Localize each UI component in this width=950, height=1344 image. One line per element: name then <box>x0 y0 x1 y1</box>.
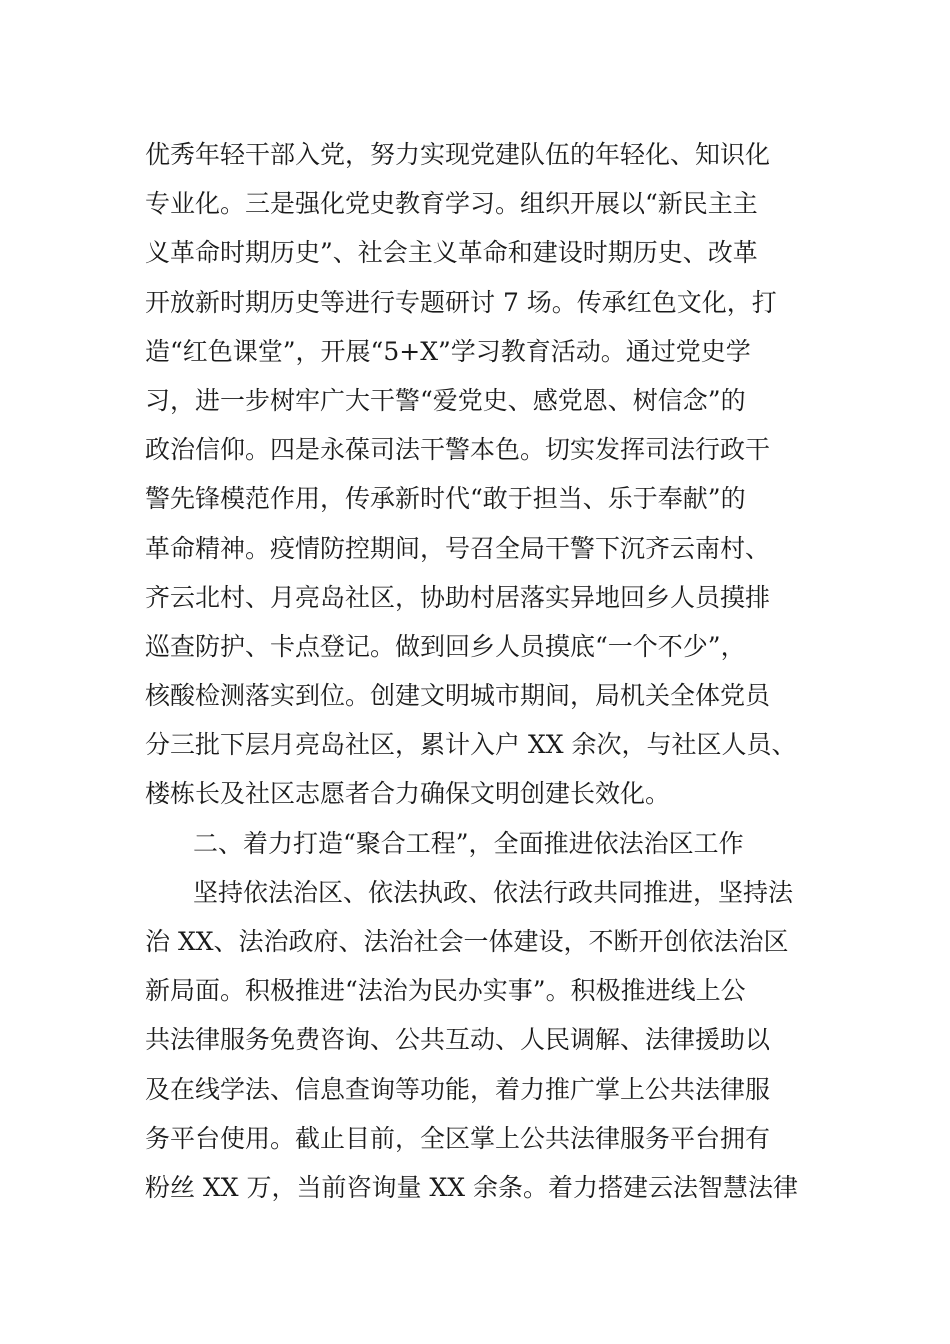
body-line: 革命精神。疫情防控期间，号召全局干警下沉齐云南村、 <box>145 533 771 563</box>
paragraph-line: 新局面。积极推进“法治为民办实事”。积极推进线上公 <box>145 976 746 1006</box>
body-line: 优秀年轻干部入党，努力实现党建队伍的年轻化、知识化 <box>145 140 771 169</box>
paragraph-line: 粉丝 XX 万，当前咨询量 XX 余条。着力搭建云法智慧法律 <box>145 1172 798 1202</box>
paragraph-line: 务平台使用。截止目前，全区掌上公共法律服务平台拥有 <box>145 1123 771 1153</box>
body-line: 巡查防护、卡点登记。做到回乡人员摸底“一个不少”， <box>145 631 746 661</box>
section-heading: 二、着力打造“聚合工程”，全面推进依法治区工作 <box>193 828 744 858</box>
body-line: 齐云北村、月亮岛社区，协助村居落实异地回乡人员摸排 <box>145 582 771 612</box>
body-line: 核酸检测落实到位。创建文明城市期间，局机关全体党员 <box>145 681 771 711</box>
body-line: 政治信仰。四是永葆司法干警本色。切实发挥司法行政干 <box>145 435 771 465</box>
paragraph-line: 坚持依法治区、依法执政、依法行政共同推进，坚持法 <box>193 877 794 907</box>
body-line: 习，进一步树牢广大干警“爱党史、感党恩、树信念”的 <box>145 385 746 415</box>
paragraph-line: 共法律服务免费咨询、公共互动、人民调解、法律援助以 <box>145 1025 771 1055</box>
body-line: 专业化。三是强化党史教育学习。组织开展以“新民主主 <box>145 189 758 219</box>
body-line: 造“红色课堂”，开展“5+X”学习教育活动。通过党史学 <box>145 336 751 366</box>
body-line: 开放新时期历史等进行专题研讨 7 场。传承红色文化，打 <box>145 287 777 317</box>
body-line: 警先锋模范作用，传承新时代“敢于担当、乐于奉献”的 <box>145 484 746 514</box>
paragraph-line: 治 XX、法治政府、法治社会一体建设，不断开创依法治区 <box>145 927 789 956</box>
body-line: 分三批下层月亮岛社区，累计入户 XX 余次，与社区人员、 <box>145 730 797 760</box>
body-line: 楼栋长及社区志愿者合力确保文明创建长效化。 <box>145 779 671 809</box>
paragraph-line: 及在线学法、信息查询等功能，着力推广掌上公共法律服 <box>145 1074 771 1104</box>
document-body <box>145 130 810 1212</box>
body-line: 义革命时期历史”、社会主义革命和建设时期历史、改革 <box>145 238 758 268</box>
